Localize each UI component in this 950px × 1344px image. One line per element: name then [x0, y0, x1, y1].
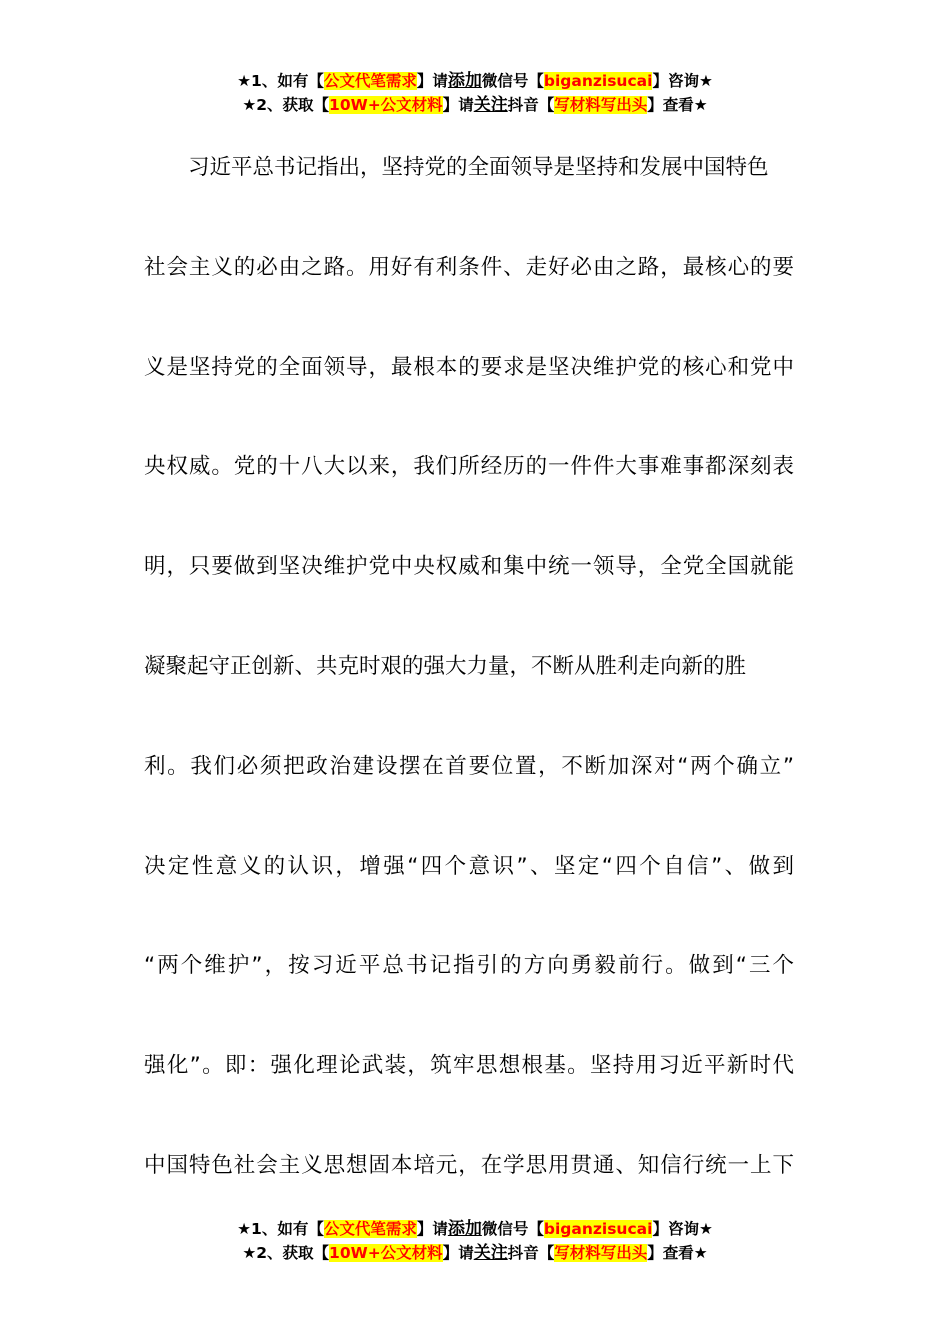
header-line-1-highlight-service: 公文代笔需求 [323, 72, 417, 90]
body-line-1: 习近平总书记指出，坚持党的全面领导是坚持和发展中国特色 [188, 155, 769, 180]
header-line-2-underlined: 关注 [473, 95, 508, 115]
header-line-2-mid1: 】请 [442, 96, 474, 114]
header-line-2-mid2: 抖音【 [507, 96, 555, 114]
body-paragraph [144, 118, 794, 1216]
header-line-1-suffix: 】咨询★ [652, 72, 713, 90]
footer-line-1-underlined: 添加 [447, 1219, 482, 1239]
footer-line-1-prefix: ★1、如有【 [237, 1220, 324, 1238]
footer-line-2-mid1: 】请 [442, 1244, 474, 1262]
header-line-1-underlined: 添加 [447, 71, 482, 91]
body-line-4: 央权威。党的十八大以来，我们所经历的一件件大事难事都深刻表 [144, 454, 794, 480]
header-line-2-highlight-douyin: 写材料写出头 [554, 96, 648, 114]
body-line-9: “两个维护”，按习近平总书记指引的方向勇毅前行。做到“三个 [144, 953, 794, 979]
header-line-1-mid2: 微信号【 [481, 72, 544, 90]
footer-line-1-mid1: 】请 [416, 1220, 448, 1238]
footer-line-2-highlight-materials: 10W+公文材料 [329, 1244, 443, 1262]
body-line-10: 强化”。即：强化理论武装，筑牢思想根基。坚持用习近平新时代 [144, 1053, 794, 1079]
footer-line-1 [0, 1217, 950, 1241]
footer-line-1-highlight-wechat: biganzisucai [543, 1220, 653, 1238]
footer-banner [0, 1217, 950, 1265]
footer-line-1-suffix: 】咨询★ [652, 1220, 713, 1238]
footer-line-1-highlight-service: 公文代笔需求 [323, 1220, 417, 1238]
footer-line-2-mid2: 抖音【 [507, 1244, 555, 1262]
body-line-8: 决定性意义的认识，增强“四个意识”、坚定“四个自信”、做到 [144, 853, 794, 879]
body-line-5: 明，只要做到坚决维护党中央权威和集中统一领导，全党全国就能 [144, 554, 794, 580]
header-line-1-highlight-wechat: biganzisucai [543, 72, 653, 90]
footer-line-2-highlight-douyin: 写材料写出头 [554, 1244, 648, 1262]
footer-line-1-mid2: 微信号【 [481, 1220, 544, 1238]
header-line-2-highlight-materials: 10W+公文材料 [329, 96, 443, 114]
footer-line-2 [0, 1241, 950, 1265]
header-banner [0, 69, 950, 117]
header-line-2-suffix: 】查看★ [647, 96, 708, 114]
footer-line-2-suffix: 】查看★ [647, 1244, 708, 1262]
header-line-1 [0, 69, 950, 93]
header-line-2-prefix: ★2、获取【 [242, 96, 330, 114]
header-line-1-mid1: 】请 [416, 72, 448, 90]
footer-line-2-underlined: 关注 [473, 1243, 508, 1263]
body-line-6: 凝聚起守正创新、共克时艰的强大力量，不断从胜利走向新的胜 [144, 653, 747, 679]
footer-line-2-prefix: ★2、获取【 [242, 1244, 330, 1262]
body-line-3: 义是坚持党的全面领导，最根本的要求是坚决维护党的核心和党中 [144, 354, 794, 380]
body-line-11: 中国特色社会主义思想固本培元，在学思用贯通、知信行统一上下 [144, 1152, 794, 1178]
header-line-1-prefix: ★1、如有【 [237, 72, 324, 90]
body-line-7: 利。我们必须把政治建设摆在首要位置，不断加深对“两个确立” [144, 753, 794, 779]
header-line-2 [0, 93, 950, 117]
body-line-2: 社会主义的必由之路。用好有利条件、走好必由之路，最核心的要 [144, 254, 794, 280]
